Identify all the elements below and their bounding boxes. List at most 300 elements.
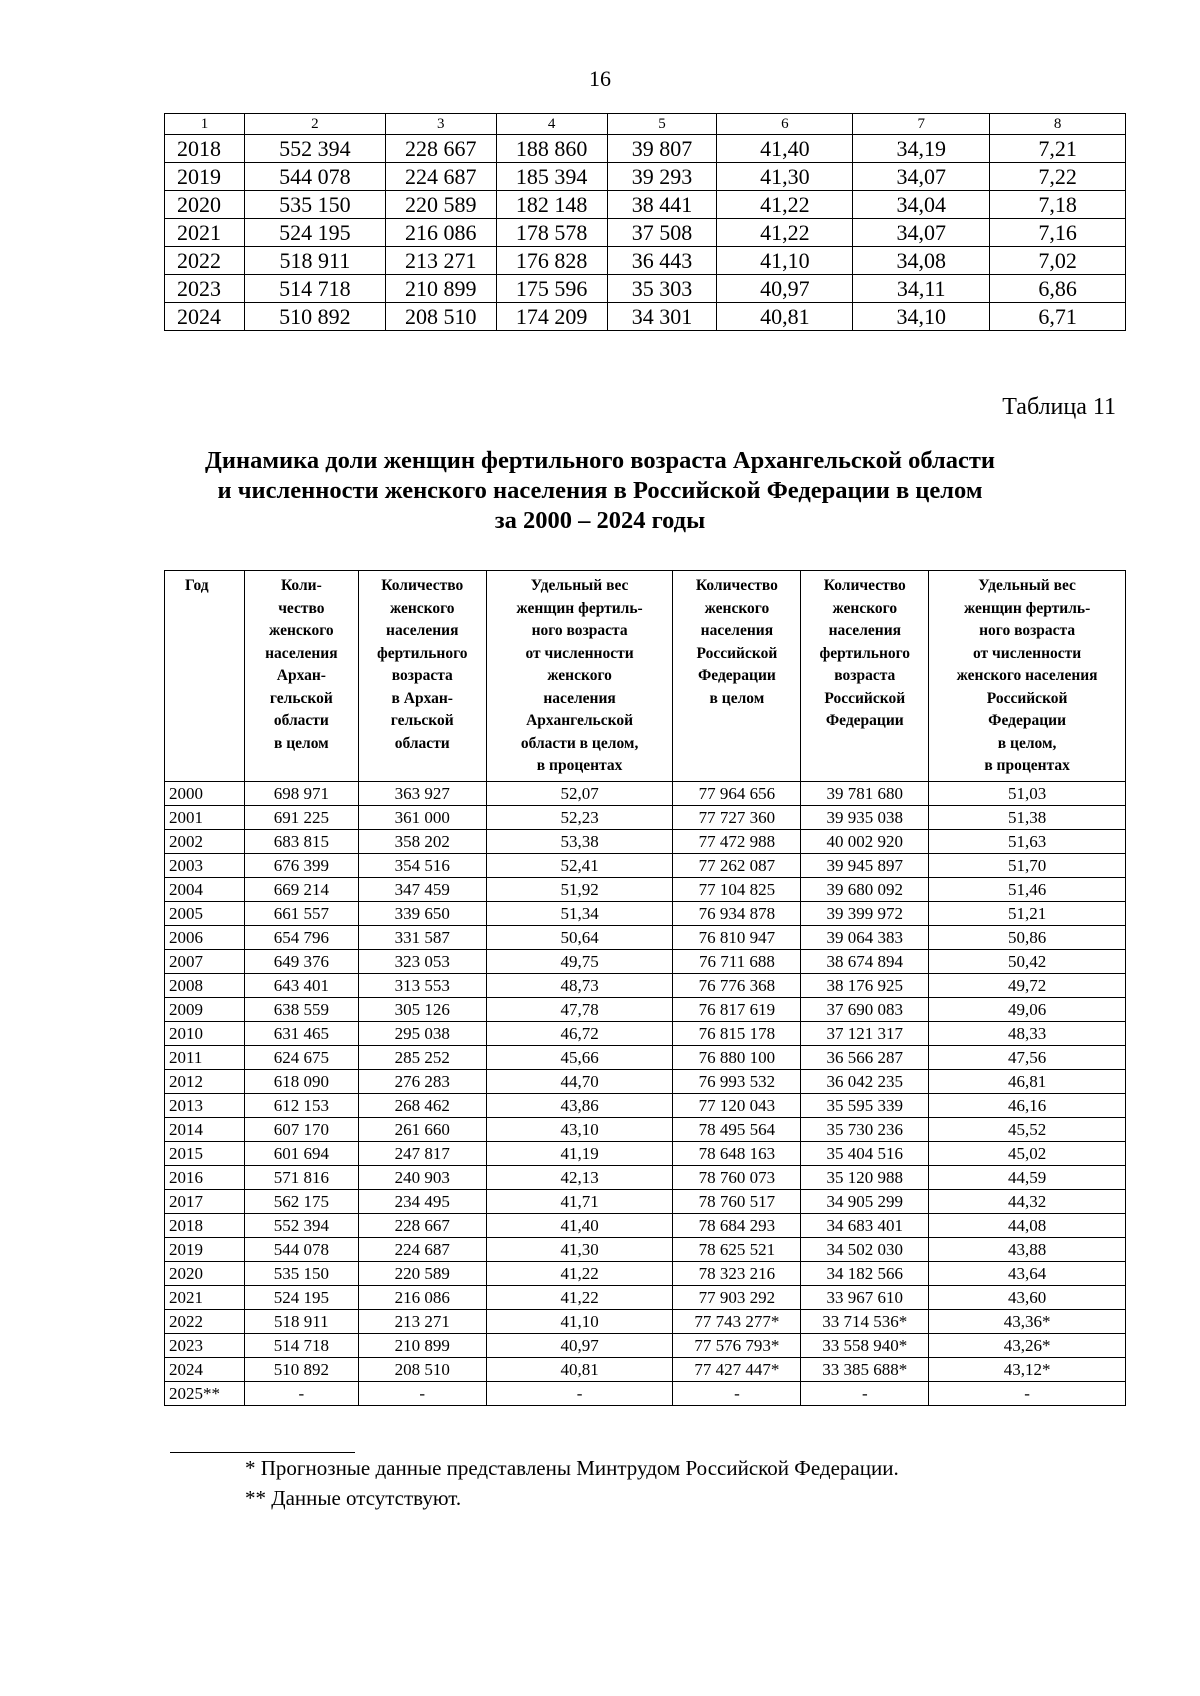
table-row [165, 1214, 1126, 1238]
value-cell: 77 427 447* [673, 1358, 801, 1382]
value-cell: 305 126 [358, 998, 486, 1022]
table-label: Таблица 11 [1002, 394, 1116, 420]
value-cell: 48,33 [929, 1022, 1126, 1046]
column-header-line: ного возраста [979, 622, 1076, 639]
value-cell: 41,71 [486, 1190, 673, 1214]
value-cell: 78 648 163 [673, 1142, 801, 1166]
value-cell: 38 441 [607, 191, 717, 219]
year-cell: 2018 [165, 1214, 245, 1238]
value-cell: 323 053 [358, 950, 486, 974]
value-cell: 518 911 [244, 247, 385, 275]
value-cell: 34,07 [853, 163, 990, 191]
column-header-line: женского [269, 622, 334, 639]
column-header-line: населения [386, 622, 459, 639]
year-cell: 2013 [165, 1094, 245, 1118]
value-cell: 78 760 073 [673, 1166, 801, 1190]
year-cell: 2024 [165, 303, 245, 331]
value-cell: 45,66 [486, 1046, 673, 1070]
table-row [165, 1142, 1126, 1166]
value-cell: 178 578 [496, 219, 607, 247]
value-cell: 182 148 [496, 191, 607, 219]
value-cell: 210 899 [358, 1334, 486, 1358]
table-row [165, 926, 1126, 950]
value-cell: 224 687 [358, 1238, 486, 1262]
column-number: 8 [990, 114, 1126, 135]
column-header-line: Количество [695, 577, 778, 594]
year-cell: 2015 [165, 1142, 245, 1166]
column-header-line: Количество [823, 577, 906, 594]
value-cell: 51,70 [929, 854, 1126, 878]
column-header-line: от численности [973, 644, 1082, 662]
value-cell: 38 674 894 [801, 950, 929, 974]
table-row [165, 219, 1126, 247]
value-cell: 51,21 [929, 902, 1126, 926]
value-cell: 228 667 [385, 135, 496, 163]
value-cell: 34,10 [853, 303, 990, 331]
value-cell: 7,18 [990, 191, 1126, 219]
value-cell: 37 690 083 [801, 998, 929, 1022]
column-header-line: Год [185, 577, 209, 594]
value-cell: 220 589 [385, 191, 496, 219]
year-cell: 2012 [165, 1070, 245, 1094]
value-cell: 552 394 [244, 135, 385, 163]
column-header-line: женского [704, 599, 770, 617]
column-header-line: Количество [381, 577, 464, 594]
value-cell: 535 150 [244, 1262, 358, 1286]
value-cell: 78 323 216 [673, 1262, 801, 1286]
value-cell: 77 262 087 [673, 854, 801, 878]
value-cell: 78 684 293 [673, 1214, 801, 1238]
year-cell: 2021 [165, 1286, 245, 1310]
value-cell: 514 718 [244, 275, 385, 303]
value-cell: 562 175 [244, 1190, 358, 1214]
value-cell: 39 945 897 [801, 854, 929, 878]
year-cell: 2025** [165, 1382, 245, 1406]
column-header-line: Федерации [825, 712, 904, 729]
column-header-line: Коли- [280, 577, 322, 594]
value-cell: 216 086 [358, 1286, 486, 1310]
value-cell: 7,02 [990, 247, 1126, 275]
table-row [165, 854, 1126, 878]
value-cell: 77 727 360 [673, 806, 801, 830]
column-header [673, 571, 801, 782]
table-row [165, 303, 1126, 331]
value-cell: 78 495 564 [673, 1118, 801, 1142]
table-title-line: и численности женского населения в Российской Федерации в целом [217, 477, 983, 504]
value-cell: 224 687 [385, 163, 496, 191]
column-number-row [165, 114, 1126, 135]
value-cell: 510 892 [244, 1358, 358, 1382]
value-cell: 36 566 287 [801, 1046, 929, 1070]
value-cell: 77 576 793* [673, 1334, 801, 1358]
value-cell: 46,72 [486, 1022, 673, 1046]
year-cell: 2000 [165, 782, 245, 806]
value-cell: 43,64 [929, 1262, 1126, 1286]
value-cell: 175 596 [496, 275, 607, 303]
column-header-line: женского [832, 599, 898, 617]
table-row [165, 1118, 1126, 1142]
value-cell: 188 860 [496, 135, 607, 163]
header-row [165, 571, 1126, 782]
value-cell: 35 303 [607, 275, 717, 303]
table-row [165, 1238, 1126, 1262]
column-header [165, 571, 245, 782]
table-row [165, 191, 1126, 219]
year-cell: 2024 [165, 1358, 245, 1382]
value-cell: 39 680 092 [801, 878, 929, 902]
column-header-line: населения [828, 622, 902, 639]
value-cell: 50,42 [929, 950, 1126, 974]
value-cell: 33 714 536* [801, 1310, 929, 1334]
table-row [165, 1070, 1126, 1094]
table-row [165, 1094, 1126, 1118]
column-header-line: женщин фертиль- [963, 599, 1091, 617]
table-title-line: за 2000 – 2024 годы [494, 507, 706, 534]
year-cell: 2023 [165, 1334, 245, 1358]
value-cell: 39 781 680 [801, 782, 929, 806]
value-cell: 7,16 [990, 219, 1126, 247]
column-header-line: в Архан- [391, 689, 453, 707]
value-cell: 78 760 517 [673, 1190, 801, 1214]
table-row [165, 878, 1126, 902]
value-cell: 42,13 [486, 1166, 673, 1190]
value-cell: 618 090 [244, 1070, 358, 1094]
value-cell: 524 195 [244, 1286, 358, 1310]
column-header-line: фертильного [376, 644, 468, 662]
value-cell: 669 214 [244, 878, 358, 902]
value-cell: 76 810 947 [673, 926, 801, 950]
value-cell: 43,10 [486, 1118, 673, 1142]
value-cell: 276 283 [358, 1070, 486, 1094]
year-cell: 2017 [165, 1190, 245, 1214]
column-header [244, 571, 358, 782]
column-header [801, 571, 929, 782]
value-cell: 40,81 [486, 1358, 673, 1382]
value-cell: 40,97 [717, 275, 853, 303]
year-cell: 2019 [165, 163, 245, 191]
table-row [165, 974, 1126, 998]
column-header-line: ного возраста [531, 622, 628, 639]
value-cell: 41,19 [486, 1142, 673, 1166]
year-cell: 2001 [165, 806, 245, 830]
value-cell: 77 743 277* [673, 1310, 801, 1334]
column-header-line: Удельный вес [978, 577, 1076, 594]
year-cell: 2016 [165, 1166, 245, 1190]
value-cell: - [673, 1382, 801, 1406]
column-header-line: в процентах [984, 757, 1070, 774]
column-header-line: женщин фертиль- [516, 599, 643, 617]
value-cell: 41,30 [717, 163, 853, 191]
column-header-line: в целом [709, 689, 765, 707]
value-cell: 7,22 [990, 163, 1126, 191]
table-row [165, 135, 1126, 163]
value-cell: 41,30 [486, 1238, 673, 1262]
value-cell: 649 376 [244, 950, 358, 974]
table-row [165, 1190, 1126, 1214]
year-cell: 2008 [165, 974, 245, 998]
value-cell: 76 815 178 [673, 1022, 801, 1046]
value-cell: 34,08 [853, 247, 990, 275]
value-cell: 39 399 972 [801, 902, 929, 926]
column-number: 4 [496, 114, 607, 135]
value-cell: 76 776 368 [673, 974, 801, 998]
table-row [165, 902, 1126, 926]
value-cell: - [929, 1382, 1126, 1406]
value-cell: 43,60 [929, 1286, 1126, 1310]
value-cell: 35 404 516 [801, 1142, 929, 1166]
year-cell: 2020 [165, 1262, 245, 1286]
table-row [165, 1358, 1126, 1382]
value-cell: 631 465 [244, 1022, 358, 1046]
column-header-line: в целом, [997, 734, 1057, 752]
value-cell: 643 401 [244, 974, 358, 998]
value-cell: 44,59 [929, 1166, 1126, 1190]
value-cell: 76 993 532 [673, 1070, 801, 1094]
table-row [165, 1334, 1126, 1358]
value-cell: 210 899 [385, 275, 496, 303]
value-cell: 363 927 [358, 782, 486, 806]
year-cell: 2022 [165, 1310, 245, 1334]
footnote-forecast: * Прогнозные данные представлены Минтрудом Российской Федерации. [245, 1456, 899, 1480]
value-cell: 41,10 [486, 1310, 673, 1334]
footnote-separator [170, 1452, 355, 1453]
year-cell: 2003 [165, 854, 245, 878]
value-cell: 354 516 [358, 854, 486, 878]
year-cell: 2006 [165, 926, 245, 950]
value-cell: 52,41 [486, 854, 673, 878]
value-cell: 77 120 043 [673, 1094, 801, 1118]
column-number: 3 [385, 114, 496, 135]
value-cell: 36 042 235 [801, 1070, 929, 1094]
value-cell: 208 510 [358, 1358, 486, 1382]
value-cell: 41,22 [717, 219, 853, 247]
column-header-line: фертильного [819, 644, 911, 662]
table-row [165, 163, 1126, 191]
value-cell: 358 202 [358, 830, 486, 854]
table-row [165, 950, 1126, 974]
value-cell: 216 086 [385, 219, 496, 247]
value-cell: 34 683 401 [801, 1214, 929, 1238]
value-cell: - [801, 1382, 929, 1406]
value-cell: 347 459 [358, 878, 486, 902]
column-header-line: Федерации [697, 667, 776, 684]
value-cell: 654 796 [244, 926, 358, 950]
value-cell: 544 078 [244, 1238, 358, 1262]
continued-table [164, 113, 1126, 331]
value-cell: 34,11 [853, 275, 990, 303]
value-cell: 544 078 [244, 163, 385, 191]
value-cell: 691 225 [244, 806, 358, 830]
value-cell: 77 104 825 [673, 878, 801, 902]
value-cell: 44,32 [929, 1190, 1126, 1214]
value-cell: 361 000 [358, 806, 486, 830]
value-cell: 607 170 [244, 1118, 358, 1142]
value-cell: 213 271 [358, 1310, 486, 1334]
value-cell: 39 064 383 [801, 926, 929, 950]
column-header [929, 571, 1126, 782]
value-cell: 43,86 [486, 1094, 673, 1118]
value-cell: 261 660 [358, 1118, 486, 1142]
table-row [165, 1022, 1126, 1046]
column-header-line: Федерации [988, 712, 1067, 729]
value-cell: 49,06 [929, 998, 1126, 1022]
column-header-line: гельской [269, 689, 333, 707]
value-cell: 34,04 [853, 191, 990, 219]
value-cell: 46,81 [929, 1070, 1126, 1094]
value-cell: 77 903 292 [673, 1286, 801, 1310]
value-cell: - [358, 1382, 486, 1406]
column-header-line: Архангельской [526, 712, 634, 729]
value-cell: 524 195 [244, 219, 385, 247]
value-cell: 51,46 [929, 878, 1126, 902]
value-cell: 41,40 [717, 135, 853, 163]
page-number: 16 [589, 66, 611, 91]
value-cell: 43,36* [929, 1310, 1126, 1334]
value-cell: 661 557 [244, 902, 358, 926]
column-header-line: Российской [986, 689, 1068, 707]
column-header-line: области [394, 734, 450, 752]
year-cell: 2019 [165, 1238, 245, 1262]
value-cell: 295 038 [358, 1022, 486, 1046]
column-header-line: области [273, 712, 329, 729]
value-cell: 50,64 [486, 926, 673, 950]
table-row [165, 1286, 1126, 1310]
value-cell: 514 718 [244, 1334, 358, 1358]
year-cell: 2004 [165, 878, 245, 902]
value-cell: 39 807 [607, 135, 717, 163]
value-cell: 37 508 [607, 219, 717, 247]
column-header-line: в целом [273, 734, 329, 752]
value-cell: - [486, 1382, 673, 1406]
column-header-line: Российской [696, 644, 778, 662]
table-title [0, 446, 1200, 536]
year-cell: 2020 [165, 191, 245, 219]
value-cell: 41,22 [486, 1286, 673, 1310]
table-row [165, 782, 1126, 806]
column-header-line: в процентах [536, 757, 623, 774]
value-cell: 518 911 [244, 1310, 358, 1334]
value-cell: 34,19 [853, 135, 990, 163]
value-cell: 44,70 [486, 1070, 673, 1094]
year-cell: 2018 [165, 135, 245, 163]
value-cell: 52,07 [486, 782, 673, 806]
column-header-line: женского [547, 667, 612, 684]
year-cell: 2010 [165, 1022, 245, 1046]
column-header-line: от численности [525, 644, 634, 662]
year-cell: 2022 [165, 247, 245, 275]
year-cell: 2002 [165, 830, 245, 854]
value-cell: 43,88 [929, 1238, 1126, 1262]
value-cell: 34 182 566 [801, 1262, 929, 1286]
value-cell: 47,56 [929, 1046, 1126, 1070]
value-cell: 6,86 [990, 275, 1126, 303]
column-header-line: населения [700, 622, 774, 639]
year-cell: 2007 [165, 950, 245, 974]
table-row [165, 806, 1126, 830]
column-header-line: возраста [391, 667, 453, 684]
value-cell: 45,02 [929, 1142, 1126, 1166]
table-row [165, 1166, 1126, 1190]
table-row [165, 1382, 1126, 1406]
column-header-line: населения [265, 644, 338, 662]
value-cell: 601 694 [244, 1142, 358, 1166]
value-cell: 535 150 [244, 191, 385, 219]
value-cell: 234 495 [358, 1190, 486, 1214]
value-cell: 38 176 925 [801, 974, 929, 998]
table-row [165, 998, 1126, 1022]
value-cell: 76 880 100 [673, 1046, 801, 1070]
value-cell: 35 730 236 [801, 1118, 929, 1142]
value-cell: 676 399 [244, 854, 358, 878]
table-title-line: Динамика доли женщин фертильного возраста Архангельской области [205, 447, 995, 474]
year-cell: 2023 [165, 275, 245, 303]
value-cell: 174 209 [496, 303, 607, 331]
value-cell: 40 002 920 [801, 830, 929, 854]
value-cell: 43,26* [929, 1334, 1126, 1358]
value-cell: 76 934 878 [673, 902, 801, 926]
value-cell: 313 553 [358, 974, 486, 998]
value-cell: 6,71 [990, 303, 1126, 331]
column-header-line: гельской [390, 712, 454, 729]
value-cell: 41,22 [717, 191, 853, 219]
value-cell: 47,78 [486, 998, 673, 1022]
year-cell: 2021 [165, 219, 245, 247]
value-cell: 78 625 521 [673, 1238, 801, 1262]
value-cell: 35 120 988 [801, 1166, 929, 1190]
value-cell: 331 587 [358, 926, 486, 950]
value-cell: 228 667 [358, 1214, 486, 1238]
value-cell: 510 892 [244, 303, 385, 331]
column-header-line: женского населения [956, 667, 1098, 684]
value-cell: 76 711 688 [673, 950, 801, 974]
value-cell: 51,63 [929, 830, 1126, 854]
value-cell: 268 462 [358, 1094, 486, 1118]
value-cell: 52,23 [486, 806, 673, 830]
value-cell: 683 815 [244, 830, 358, 854]
value-cell: 612 153 [244, 1094, 358, 1118]
table-row [165, 1262, 1126, 1286]
value-cell: 34,07 [853, 219, 990, 247]
column-header-line: области в целом, [520, 734, 639, 752]
value-cell: 34 905 299 [801, 1190, 929, 1214]
value-cell: 176 828 [496, 247, 607, 275]
value-cell: 624 675 [244, 1046, 358, 1070]
value-cell: 7,21 [990, 135, 1126, 163]
value-cell: 49,75 [486, 950, 673, 974]
value-cell: 45,52 [929, 1118, 1126, 1142]
value-cell: 41,40 [486, 1214, 673, 1238]
column-header-line: Архан- [276, 667, 326, 684]
value-cell: 76 817 619 [673, 998, 801, 1022]
year-cell: 2009 [165, 998, 245, 1022]
table-11 [164, 570, 1126, 1406]
value-cell: 41,22 [486, 1262, 673, 1286]
year-cell: 2014 [165, 1118, 245, 1142]
footnote-no-data: ** Данные отсутствуют. [245, 1486, 462, 1510]
column-number: 1 [165, 114, 245, 135]
value-cell: 51,34 [486, 902, 673, 926]
column-number: 5 [607, 114, 717, 135]
column-header [486, 571, 673, 782]
value-cell: 39 935 038 [801, 806, 929, 830]
value-cell: 40,97 [486, 1334, 673, 1358]
value-cell: 43,12* [929, 1358, 1126, 1382]
value-cell: 37 121 317 [801, 1022, 929, 1046]
column-number: 2 [244, 114, 385, 135]
value-cell: 41,10 [717, 247, 853, 275]
value-cell: 53,38 [486, 830, 673, 854]
value-cell: 77 472 988 [673, 830, 801, 854]
